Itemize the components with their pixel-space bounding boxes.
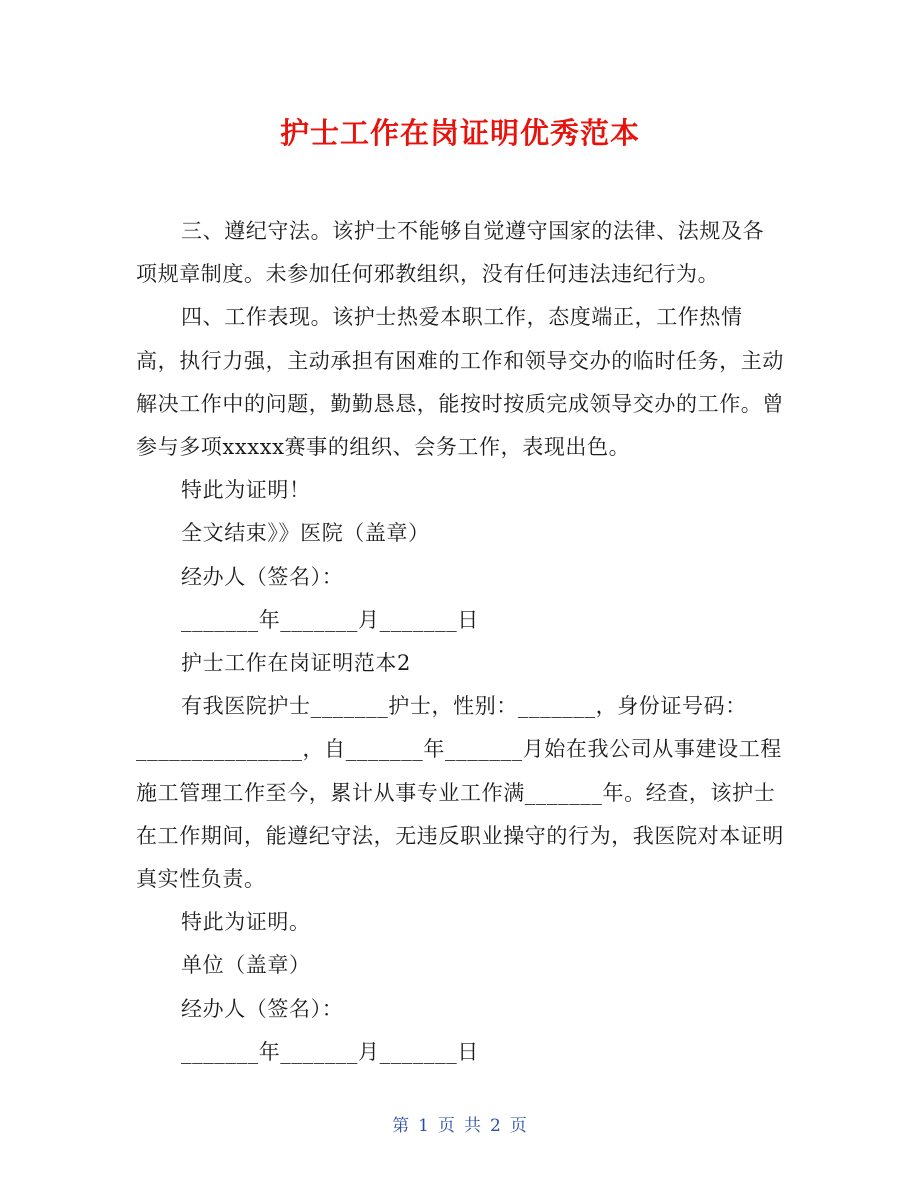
unit-seal-line: 单位（盖章） [181, 953, 311, 978]
footer-page-word: 页 [438, 1116, 456, 1136]
date-line: _______年_______月_______日 [181, 607, 479, 632]
paragraph-work-performance: 四、工作表现。该护士热爱本职工作，态度端正，工作热情高，执行力强，主动承担有困难的工作和领导交办的临时任务，主动解决工作中的问题，勤勤恳恳，能按时按质完成领导交办的工作。曾参与多项xxxxx赛事的组织、会务工作，表现出色。 [136, 305, 784, 460]
certification-statement: 特此为证明！ [181, 478, 311, 503]
certification-statement-2: 特此为证明。 [181, 910, 311, 935]
document-title: 护士工作在岗证明优秀范本 [279, 116, 640, 150]
document-body [136, 210, 784, 1074]
footer-total-word: 共 [464, 1116, 482, 1136]
footer-suffix: 页 [509, 1116, 528, 1136]
footer-prefix: 第 [392, 1116, 411, 1136]
handler-signature-line: 经办人（签名）： [181, 564, 344, 589]
template-2-heading: 护士工作在岗证明范本2 [181, 651, 411, 676]
handler-signature-line-2: 经办人（签名）： [181, 996, 344, 1021]
footer-total-pages: 2 [490, 1116, 502, 1136]
date-line-2: _______年_______月_______日 [181, 1039, 479, 1064]
hospital-seal-line: 全文结束》》医院（盖章） [181, 521, 430, 546]
paragraph-template-2-body: 有我医院护士_______护士，性别：_______，身份证号码：_______________，自_______年_______月始在我公司从事建设工程施工管理工作至今，累计从事专业工作满_______年。经查，该护士在工作期间，能遵纪守法，无违反职业操守的行为，我医院对本证明真实性负责。 [136, 694, 784, 892]
page-footer [0, 1114, 920, 1138]
footer-page-number: 1 [418, 1116, 430, 1136]
paragraph-law-compliance: 三、遵纪守法。该护士不能够自觉遵守国家的法律、法规及各项规章制度。未参加任何邪教组织，没有任何违法违纪行为。 [136, 219, 765, 287]
